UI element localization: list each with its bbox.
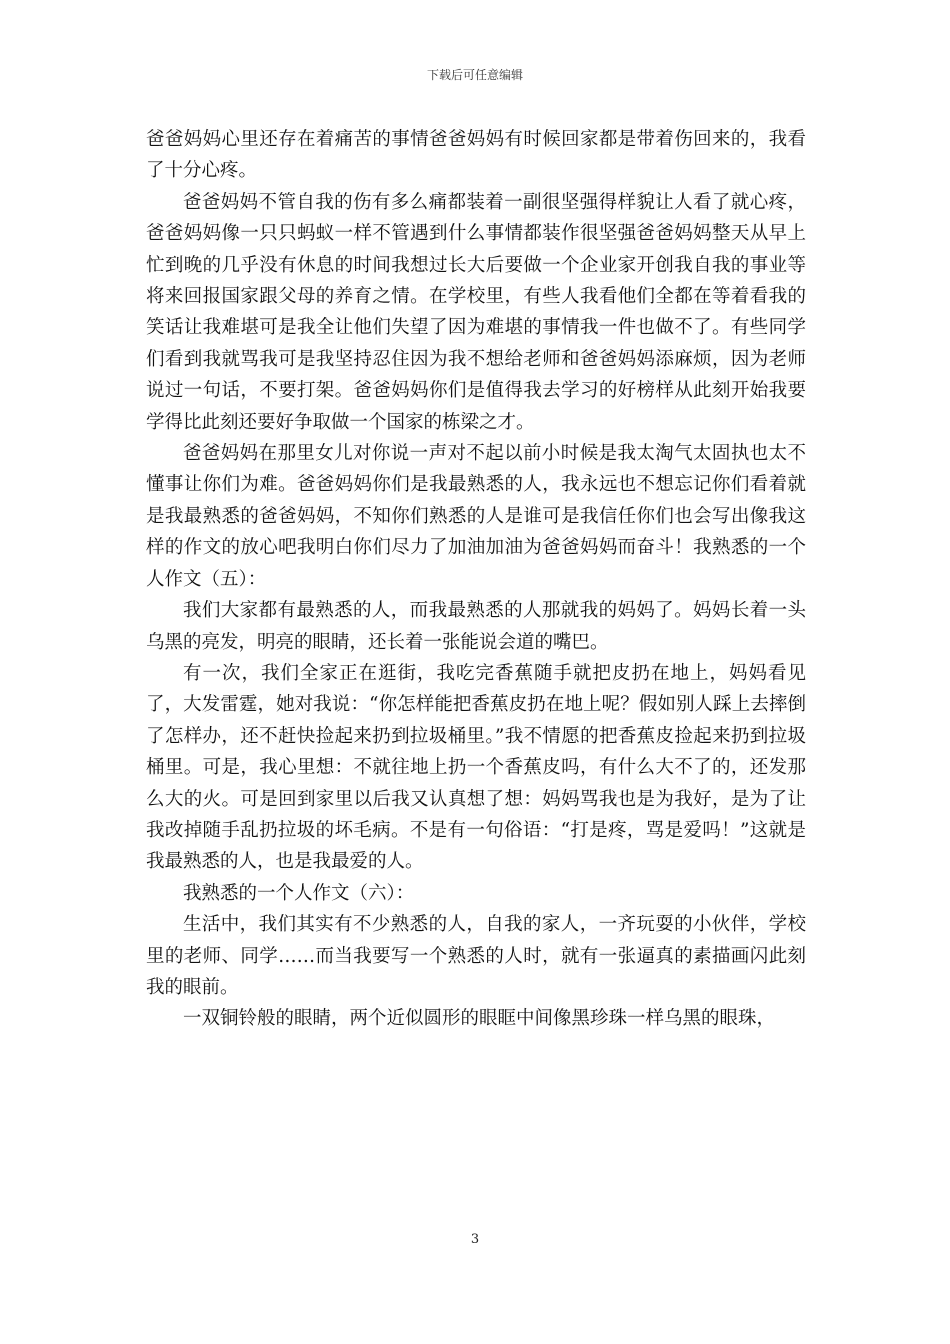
page-number: 3 <box>470 1232 480 1247</box>
section-heading: 我熟悉的一个人作文（六）： <box>183 882 415 904</box>
paragraph-8: 一双铜铃般的眼睛，两个近似圆形的眼眶中间像黑珍珠一样乌黑的眼珠， <box>183 1008 776 1030</box>
paragraph-7: 生活中，我们其实有不少熟悉的人，自我的家人，一齐玩耍的小伙伴，学校里的老师、同学……而当我要写一个熟悉的人时，就有一张逼真的素描画闪此刻我的眼前。 <box>146 914 806 998</box>
paragraph-4: 我们大家都有最熟悉的人，而我最熟悉的人那就我的妈妈了。妈妈长着一头乌黑的亮发，明亮的眼睛，还长着一张能说会道的嘴巴。 <box>146 600 806 653</box>
paragraph-5: 有一次，我们全家正在逛街，我吃完香蕉随手就把皮扔在地上，妈妈看见了，大发雷霆，她对我说：“你怎样能把香蕉皮扔在地上呢？假如别人踩上去摔倒了怎样办，还不赶快捡起来扔到拉圾桶里。”我不情愿的把香蕉皮捡起来扔到拉圾桶里。可是，我心里想：不就往地上扔一个香蕉皮吗，有什么大不了的，还发那么大的火。可是回到家里以后我又认真想了想：妈妈骂我也是为我好，是为了让我改掉随手乱扔拉圾的坏毛病。不是有一句俗语：“打是疼，骂是爱吗！”这就是我最熟悉的人，也是我最爱的人。 <box>146 662 806 873</box>
page-header: 下载后可任意编辑 <box>426 68 523 82</box>
paragraph-1: 爸爸妈妈心里还存在着痛苦的事情爸爸妈妈有时候回家都是带着伤回来的，我看了十分心疼。 <box>146 129 806 182</box>
paragraph-3: 爸爸妈妈在那里女儿对你说一声对不起以前小时候是我太淘气太固执也太不懂事让你们为难。爸爸妈妈你们是我最熟悉的人，我永远也不想忘记你们看着就是我最熟悉的爸爸妈妈，不知你们熟悉的人是谁可是我信任你们也会写出像我这样的作文的放心吧我明白你们尽力了加油加油为爸爸妈妈而奋斗！我熟悉的一个人作文（五）： <box>146 443 806 590</box>
paragraph-2: 爸爸妈妈不管自我的伤有多么痛都装着一副很坚强得样貌让人看了就心疼，爸爸妈妈像一只只蚂蚁一样不管遇到什么事情都装作很坚强爸爸妈妈整天从早上忙到晚的几乎没有休息的时间我想过长大后要做一个企业家开创我自我的事业等将来回报国家跟父母的养育之情。在学校里，有些人我看他们全都在等着看我的笑话让我难堪可是我全让他们失望了因为难堪的事情我一件也做不了。有些同学们看到我就骂我可是我坚持忍住因为我不想给老师和爸爸妈妈添麻烦，因为老师说过一句话，不要打架。爸爸妈妈你们是值得我去学习的好榜样从此刻开始我要学得比此刻还要好争取做一个国家的栋梁之才。 <box>146 191 806 433</box>
document-body <box>146 124 806 1035</box>
